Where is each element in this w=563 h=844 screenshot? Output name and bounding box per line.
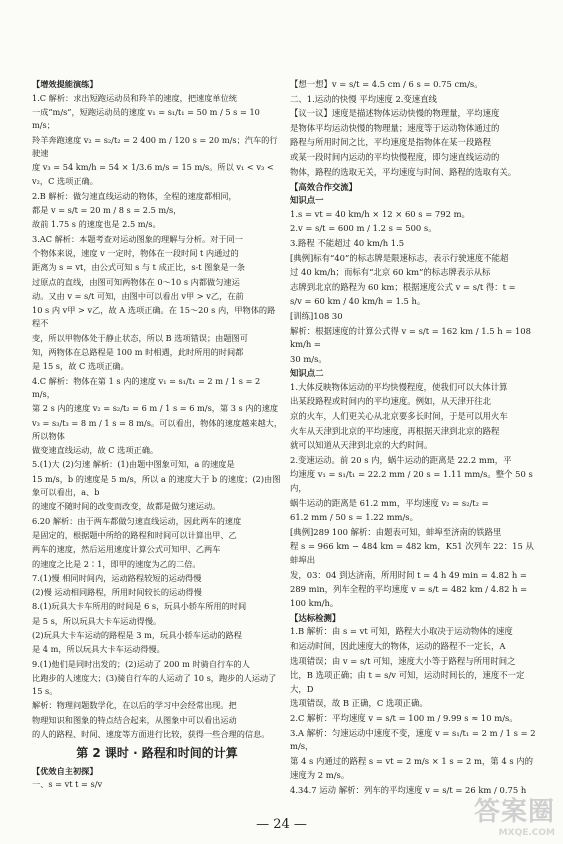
- text-line: 1.C 解析：求出短跑运动员和羚羊的速度，把速度单位统: [32, 92, 237, 103]
- text-line: 9.(1)他们是同时出发的；(2)运动了 200 m 时骑自行车的人: [32, 658, 250, 669]
- text-line: 都是 v = s/t = 20 m / 8 s = 2.5 m/s，: [32, 205, 182, 216]
- text-line: 过 40 km/h；而标有“北京 60 km”的标志牌表示从标: [290, 267, 491, 278]
- text-line: 第 4 s 内通过的路程 s = vt = 2 m/s × 1 s = 2 m，第 4 s 内的: [290, 755, 534, 766]
- text-line: 是固定的，根据题中所给的路程和时间可以计算出甲、乙: [32, 529, 237, 540]
- text-line: 2.v = s/t = 600 m / 1.2 s = 500 s。: [290, 223, 437, 234]
- text-line: 2.B 解析：做匀速直线运动的物体，全程的速度都相同，: [32, 190, 237, 201]
- text-line: 解析：根据速度的计算公式得 v = s/t = 162 km / 1.5 h = 108 km/h =: [290, 325, 531, 350]
- text-line: 路程与所用时间之比，平均速度是指物体在某一段路程: [290, 137, 491, 148]
- text-line: 5.(1)大 (2)匀速 解析：(1)由题中图象可知，a 的速度是: [32, 459, 235, 470]
- page-number: — 24 —: [256, 817, 307, 832]
- text-line: 一成“m/s”，短跑运动员的速度 v₁ = s₁/t₁ = 50 m / 5 s = 10 m/s；: [32, 107, 260, 131]
- right-column: [290, 78, 536, 799]
- text-line: 火车从天津到北京的平均速度，再根据天津到北京的路程: [290, 425, 500, 436]
- text-line: 的速度不随时间的改变而改变，故都是做匀速运动。: [32, 501, 221, 512]
- text-line: 出某段路程或时间内的平均速度。例如，从天津开往北: [290, 396, 491, 407]
- text-line: 1.大体反映物体运动的平均快慢程度，使我们可以大体计算: [290, 381, 508, 392]
- answer-lines: [290, 208, 536, 367]
- knowledge-point-title: 知识点一: [290, 195, 324, 206]
- text-line: 4.34.7 运动 解析：列车的平均速度 v = s/t = 26 km / 0.75 h: [290, 784, 527, 795]
- text-line: 是 4 m，所以玩具大卡车运动得慢。: [32, 644, 165, 655]
- text-line: 二、1.运动的快慢 平均速度 2.变速直线: [290, 93, 437, 104]
- text-line: [训练]108 30: [290, 310, 343, 321]
- section-header: 【高效合作交流】: [290, 182, 357, 193]
- text-line: [典例]289 100 解析：由题表可知，蚌埠至济南的铁路里: [290, 526, 502, 537]
- text-line: 是 15 s，故 C 选项正确。: [32, 361, 129, 372]
- text-line: 两车的速度，然后运用速度计算公式可知甲、乙两车: [32, 544, 221, 555]
- text-line: (2)慢 运动相同路程，所用时间较长的运动得慢: [32, 587, 202, 598]
- text-line: 度 v₃ = 54 km/h = 54 × 1/3.6 m/s = 15 m/s。所以 v₁ < v₃ <: [32, 162, 274, 173]
- text-line: 知，两物体在总路程是 100 m 时相遇，此时所用的时间都: [32, 347, 244, 358]
- text-line: 1.s = vt = 40 km/h × 12 × 60 s = 792 m。: [290, 208, 470, 219]
- formula-line: 一、s = vt t = s/v: [32, 779, 103, 790]
- knowledge-point-title: 知识点二: [290, 368, 324, 379]
- text-line: 选项错误，故 B 正确，C 选项正确。: [290, 698, 428, 709]
- answer-lines: [290, 78, 536, 179]
- text-line: 物理知识和图象的特点结合起来，从图象中可以看出运动: [32, 714, 237, 725]
- text-line: 2.C 解析：平均速度 v = s/t = 100 m / 9.99 s ≈ 10 m/s。: [290, 712, 518, 723]
- text-line: [典例]标有“40”的标志牌是限速标志，表示行驶速度不能超: [290, 252, 509, 263]
- section-header: 【增效提能演练】: [32, 79, 98, 89]
- text-line: 物体，路程的选取无关，平均速度与时间、路程的选取有关。: [290, 166, 517, 177]
- text-line: 羚羊奔跑速度 v₂ = s₂/t₂ = 2 400 m / 120 s = 20 m/s；汽车的行驶速: [32, 134, 278, 158]
- text-line: 个物体来说，速度 v 一定时，物体在一段时间 t 内通过的: [32, 247, 239, 258]
- text-line: 动。又由 v = s/t 可知，由图中可以看出 v甲 > v乙，在前: [32, 290, 244, 301]
- text-line: 4.C 解析：物体在第 1 s 内的速度 v₁ = s₁/t₁ = 2 m / 1 s = 2 m/s，: [32, 375, 261, 399]
- text-line: 第 2 s 内的速度 v₂ = s₂/t₂ = 6 m / 1 s = 6 m/s，第 3 s 内的速度: [32, 403, 279, 414]
- watermark-logo: [474, 791, 555, 838]
- text-line: 61.2 mm / 50 s = 1.22 mm/s。: [290, 512, 418, 523]
- text-line: 距离为 s = vt，由公式可知 s 与 t 成正比，s-t 图象是一条: [32, 262, 246, 273]
- text-line: 8.(1)玩具大卡车所用的时间是 6 s，玩具小轿车所用的时间: [32, 601, 247, 612]
- text-line: 10 s 内 v甲 > v乙，故 A 选项正确。在 15～20 s 内，甲物体的路程不: [32, 305, 276, 329]
- text-line: 选项错误；由 v = s/t 可知，速度大小等于路程与所用时间之: [290, 655, 516, 666]
- text-line: 就可以知道从天津到北京的大约时间。: [290, 440, 433, 451]
- text-line: 均速度 v₁ = s₁/t₁ = 22.2 mm / 20 s = 1.11 mm/s。整个 50 s 内，: [290, 469, 533, 494]
- text-line: 15 m/s，b 的速度是 5 m/s，所以 a 的速度大于 b 的速度；(2)由图象可以看出，a、b: [32, 473, 281, 498]
- text-line: 或某一段时间内运动的平均快慢程度，即匀速直线运动的: [290, 151, 500, 162]
- text-line: 3.AC 解析：本题考查对运动图象的理解与分析。对于同一: [32, 233, 243, 244]
- text-line: 变，所以甲物体处于静止状态，所以 B 选项错误；由题图可: [32, 332, 248, 343]
- text-line: 3.路程 不能超过 40 km/h 1.5: [290, 237, 405, 248]
- answer-lines: [290, 381, 536, 611]
- text-line: 做变速直线运动，故 C 选项正确。: [32, 445, 159, 456]
- lesson-title: 第 2 课时 · 路程和时间的计算: [76, 746, 238, 761]
- section-header: 【达标检测】: [290, 613, 341, 624]
- answer-lines: [290, 625, 536, 797]
- text-line: 京的火车，人们更关心从北京要多长时间，于是可以用火车: [290, 411, 508, 422]
- text-line: 30 m/s。: [290, 353, 327, 364]
- text-line: 是物体平均运动快慢的物理量；速度等于运动物体通过的: [290, 122, 500, 133]
- text-line: 发，03：04 到达济南，所用时间 t = 4 h 49 min = 4.82 h =: [290, 569, 527, 580]
- text-line: 1.B 解析：由 s = vt 可知，路程大小取决于运动物体的速度: [290, 626, 513, 637]
- watermark-url: MXQE.COM: [498, 828, 555, 838]
- watermark-text: 答案圈: [473, 797, 555, 827]
- text-line: 过原点的直线，由图可知两物体在 0～10 s 内都做匀速运: [32, 276, 240, 287]
- text-line: 2.变速运动。前 20 s 内，蜗牛运动的距离是 22.2 mm，平: [290, 454, 512, 465]
- text-line: v₃ = s₃/t₃ = 8 m / 1 s = 8 m/s。可以看出，物体的速度越来越大，所以物体: [32, 417, 282, 441]
- text-line: v₂，C 选项正确。: [32, 176, 98, 187]
- text-line: 志牌到北京的路程为 60 km；根据速度公式 v = s/t 得：t =: [290, 281, 516, 292]
- text-line: 和运动时间，因此速度大的物体，运动的路程不一定长，A: [290, 640, 506, 651]
- text-line: 3.A 解析：匀速运动中速度不变，速度 v = s₁/t₁ = 2 m / 1 s = 2 m/s，: [290, 727, 536, 752]
- text-line: 比，B 选项正确；由 t = s/v 可知，运动时间长的，速度不一定大，D: [290, 670, 525, 694]
- answer-lines: [32, 92, 282, 742]
- text-line: 解析：物理问题数学化，在以后的学习中会经常出现。把: [32, 700, 237, 711]
- text-line: (2)玩具大卡车运动的路程是 3 m，玩具小轿车运动的路程: [32, 629, 242, 640]
- text-line: 的人的路程、时间、速度等方面进行比较，获得一些合理的信息。: [32, 729, 270, 740]
- text-line: 【议一议】速度是描述物体运动快慢的物理量，平均速度: [290, 108, 500, 119]
- sub-header: 【优效自主初探】: [32, 765, 98, 776]
- text-line: 【想一想】v = s/t = 4.5 cm / 6 s = 0.75 cm/s。: [290, 79, 483, 89]
- text-line: 蜗牛运动的距离是 61.2 mm，平均速度 v₂ = s₂/t₂ =: [290, 497, 489, 508]
- text-line: 的速度之比是 2∶1，即甲的速度为乙的二倍。: [32, 558, 201, 569]
- text-line: 程 s = 966 km − 484 km = 482 km，K51 次列车 22：15 从蚌埠出: [290, 541, 534, 565]
- text-line: 289 min，列车全程的平均速度 v = s/t = 482 km / 4.82 h = 100 km/h。: [290, 584, 528, 608]
- text-line: 速度为 2 m/s。: [290, 770, 350, 781]
- text-line: 故前 1.75 s 的速度也是 2.5 m/s。: [32, 219, 161, 230]
- text-line: 比跑步的人速度大；(3)骑自行车的人运动了 10 s，跑步的人运动了 15 s。: [32, 672, 277, 697]
- left-column: [32, 78, 282, 793]
- text-line: s/v = 60 km / 40 km/h = 1.5 h。: [290, 296, 426, 307]
- text-line: 是 5 s，所以玩具大卡车运动得慢。: [32, 615, 162, 626]
- text-line: 6.20 解析：由于两车都做匀速直线运动，因此两车的速度: [32, 515, 242, 526]
- text-line: 7.(1)慢 相同时间内，运动路程较短的运动得慢: [32, 572, 202, 583]
